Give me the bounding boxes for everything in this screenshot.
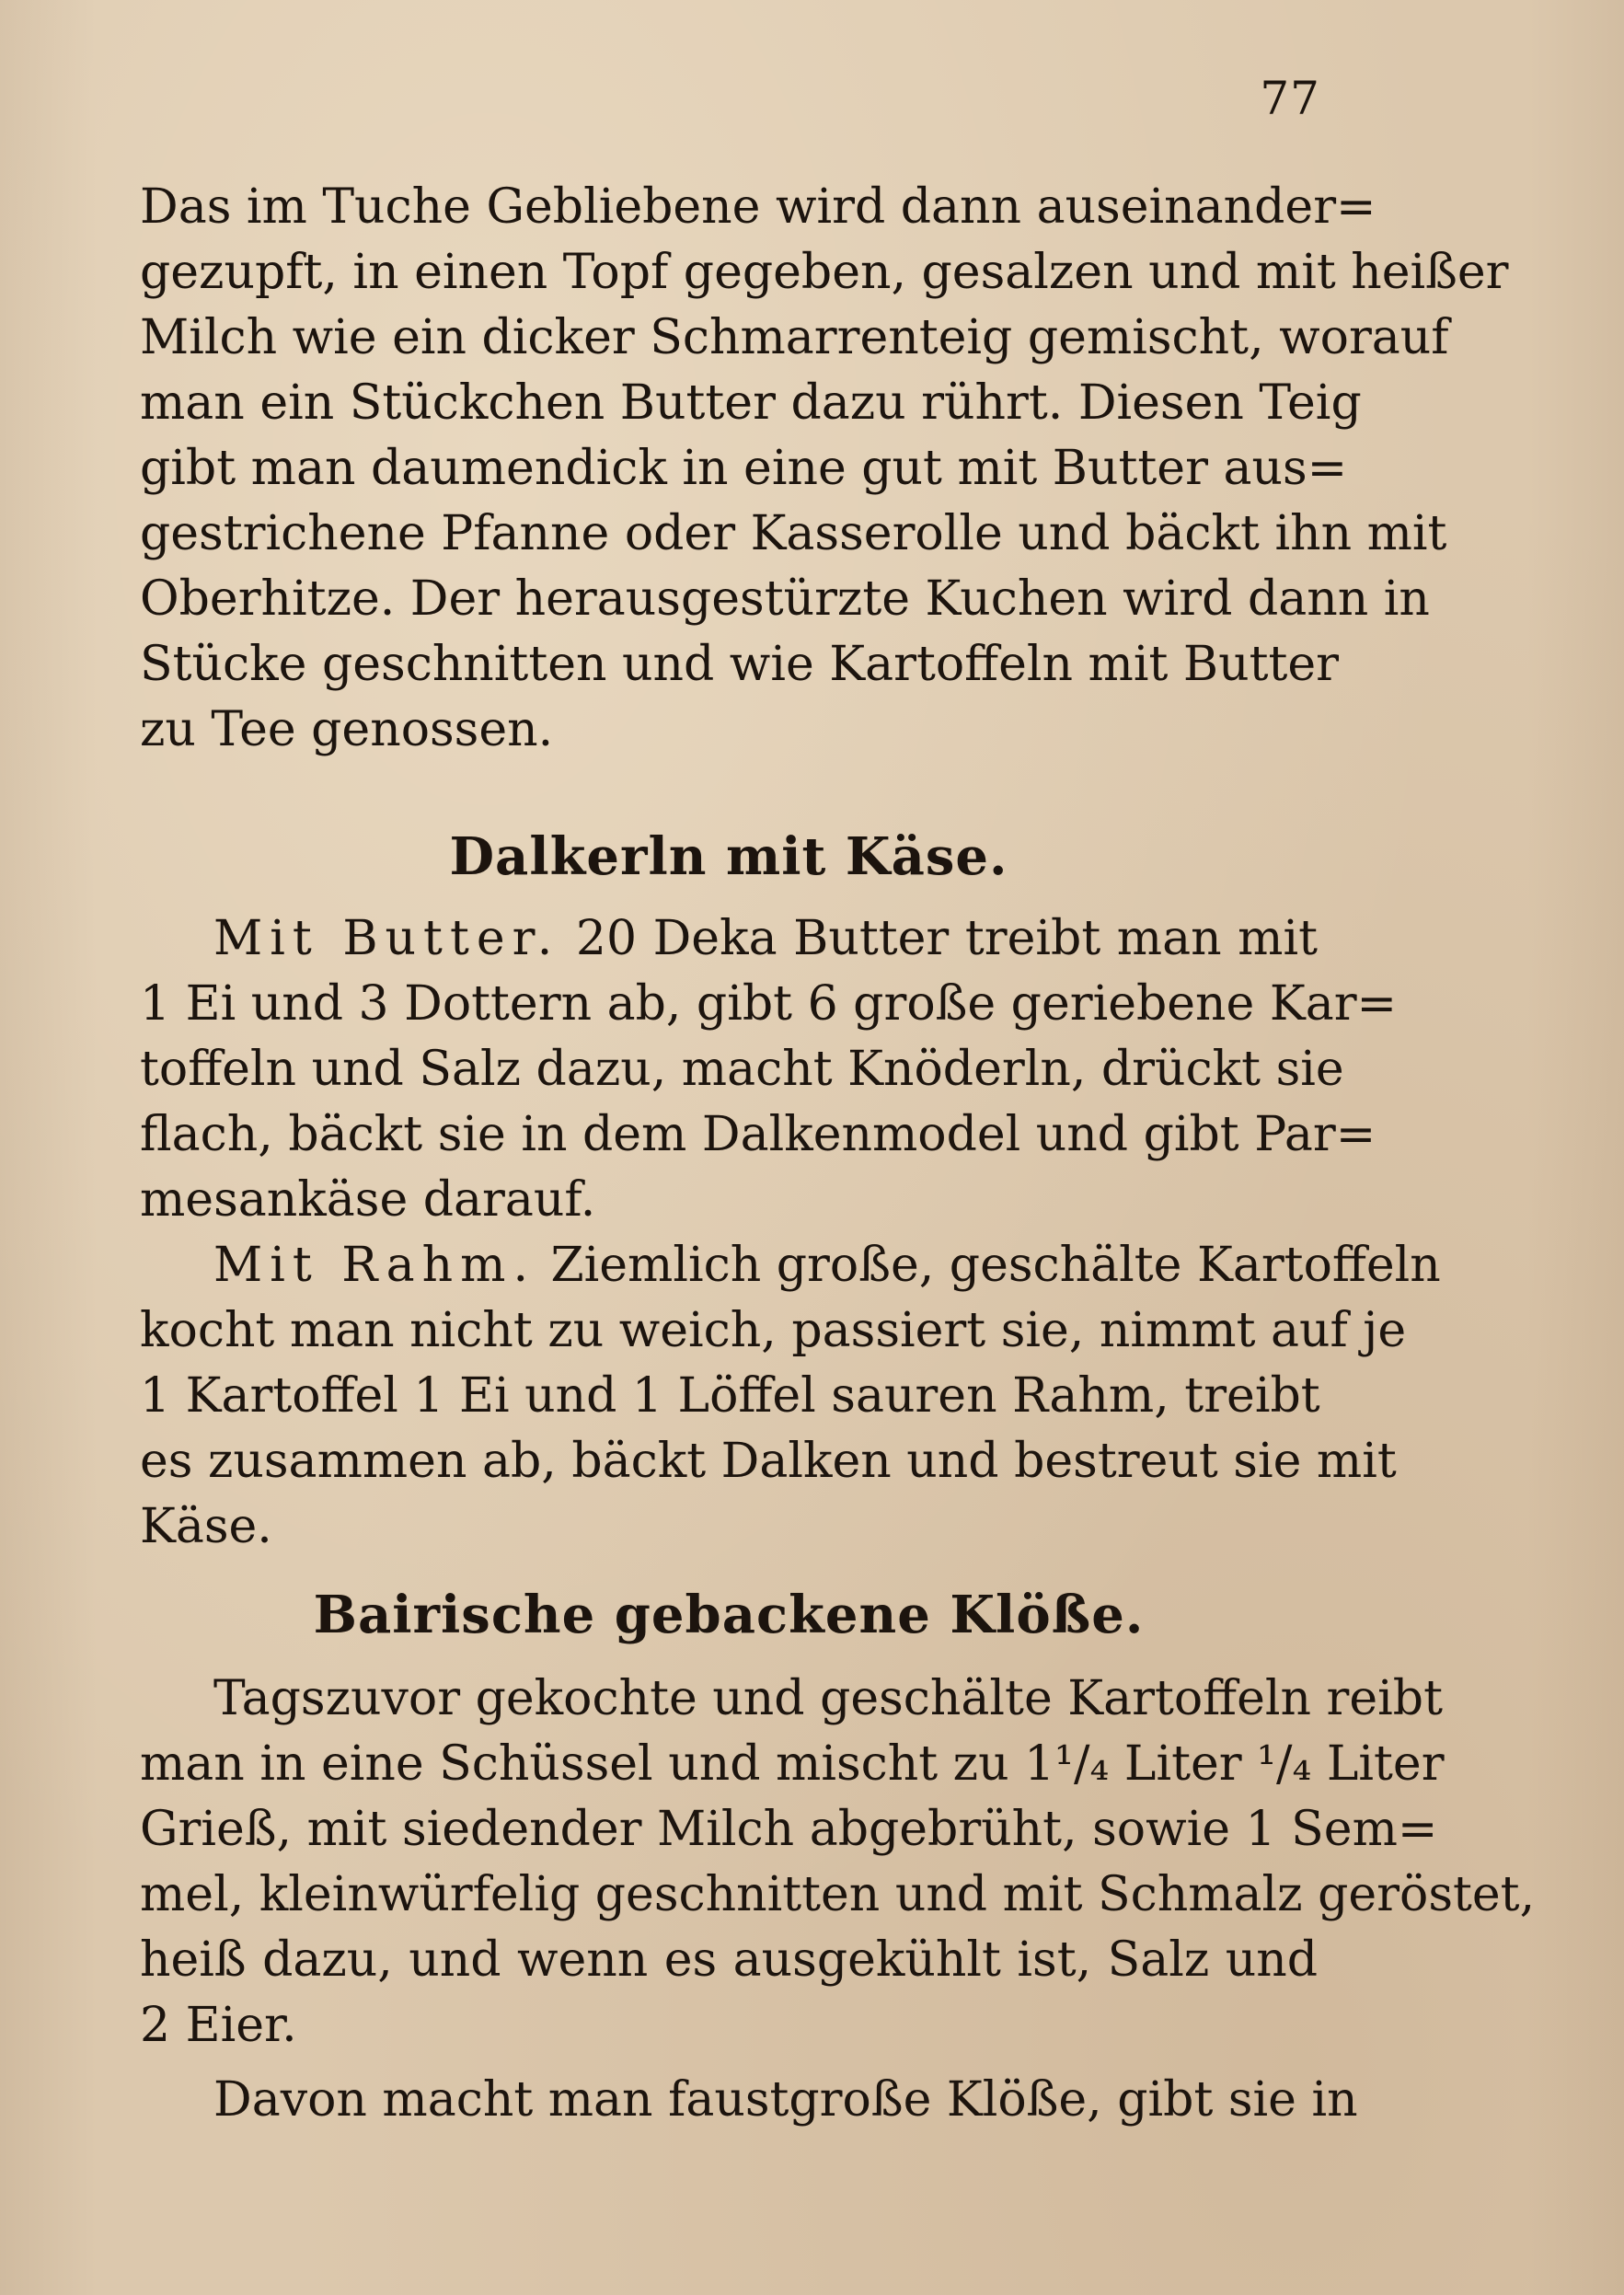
text-line: Grieß, mit siedender Milch abgebrüht, sowie 1 Sem= (140, 1802, 1438, 1857)
section-heading-bairische-kloesse: Bairische gebackene Klöße. (313, 1585, 1145, 1645)
text-line (140, 906, 1318, 972)
text-line: Davon macht man faustgroße Klöße, gibt sie in (213, 2072, 1358, 2128)
paragraph-mit-butter (140, 906, 1398, 1233)
paragraph-mit-rahm (140, 1233, 1441, 1560)
text-line: 1 Ei und 3 Dottern ab, gibt 6 große geriebene Kar= (140, 976, 1398, 1032)
text-line: Oberhitze. Der herausgestürzte Kuchen wird dann in (140, 571, 1430, 627)
paragraph-lead: Mit Butter. (213, 911, 560, 966)
text-line: man in eine Schüssel und mischt zu 1¹/₄ Liter ¹/₄ Liter (140, 1736, 1445, 1792)
text-line: mel, kleinwürfelig geschnitten und mit Schmalz geröstet, (140, 1867, 1536, 1922)
paragraph-lead: Mit Rahm. (213, 1238, 536, 1293)
intro-paragraph (140, 175, 1509, 763)
text-line: 2 Eier. (140, 1998, 297, 2053)
text-line (140, 1233, 1441, 1298)
text-line: flach, bäckt sie in dem Dalkenmodel und gibt Par= (140, 1107, 1376, 1162)
text-line: gezupft, in einen Topf gegeben, gesalzen und mit heißer (140, 245, 1509, 300)
text-line: Stücke geschnitten und wie Kartoffeln mit Butter (140, 637, 1340, 692)
page-number: 77 (1260, 72, 1320, 125)
text-line: mesankäse darauf. (140, 1172, 596, 1228)
text-line: es zusammen ab, bäckt Dalken und bestreut sie mit (140, 1434, 1397, 1489)
paragraph-kloesse-1 (140, 1666, 1536, 2059)
text-line: gibt man daumendick in eine gut mit Butter aus= (140, 441, 1348, 496)
section-heading-dalkerln: Dalkerln mit Käse. (449, 826, 1008, 887)
text-line: kocht man nicht zu weich, passiert sie, nimmt auf je (140, 1303, 1407, 1358)
text-line: gestrichene Pfanne oder Kasserolle und bäckt ihn mit (140, 506, 1447, 561)
text-line: heiß dazu, und wenn es ausgekühlt ist, Salz und (140, 1932, 1318, 1988)
text-line: Das im Tuche Gebliebene wird dann auseinander= (140, 179, 1376, 235)
text-line: Käse. (140, 1499, 272, 1554)
text-line-rest: Ziemlich große, geschälte Kartoffeln (550, 1238, 1441, 1293)
text-line: 1 Kartoffel 1 Ei und 1 Löffel sauren Rahm, treibt (140, 1368, 1320, 1424)
text-line: Tagszuvor gekochte und geschälte Kartoffeln reibt (213, 1671, 1443, 1726)
paragraph-kloesse-2 (140, 2068, 1358, 2133)
text-line: zu Tee genossen. (140, 702, 554, 757)
text-line-rest: 20 Deka Butter treibt man mit (575, 911, 1318, 966)
text-line: man ein Stückchen Butter dazu rührt. Diesen Teig (140, 375, 1362, 431)
page-body (140, 175, 1536, 2133)
text-line: toffeln und Salz dazu, macht Knöderln, drückt sie (140, 1042, 1344, 1097)
text-line: Milch wie ein dicker Schmarrenteig gemischt, worauf (140, 310, 1449, 365)
